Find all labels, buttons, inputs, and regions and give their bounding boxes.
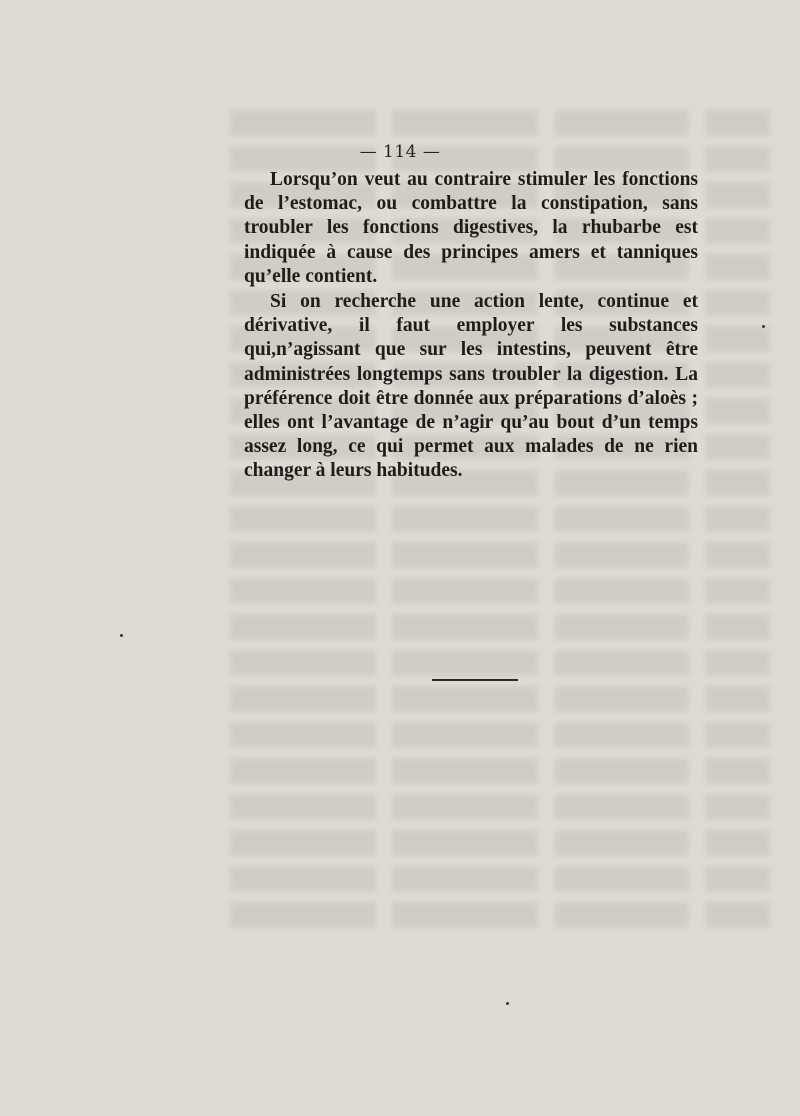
section-divider	[432, 679, 518, 681]
paragraph-rhubarb: Lorsqu’on veut au contraire stimuler les fonctions de l’estomac, ou combattre la constipation, sans troubler les fonctions digestives, la rhubarbe est indiquée à cause des principes amers et tanniques qu’elle contient.	[244, 169, 698, 287]
page-number: — 114 —	[359, 142, 441, 162]
paragraph-aloes: Si on recherche une action lente, continue et dérivative, il faut employer les substances qui,n’agissant que sur les intestins, peuvent être administrées longtemps sans troubler la digestion. La préférence doit être donnée aux préparations d’aloès ; elles ont l’avantage de n’agir qu’au bout d’un temps assez long, ce qui permet aux malades de ne rien changer à leurs habitudes.	[244, 291, 698, 482]
paper-speck	[506, 1002, 509, 1005]
body-text	[244, 168, 698, 484]
paper-speck	[120, 634, 123, 637]
paper-speck	[762, 325, 765, 328]
